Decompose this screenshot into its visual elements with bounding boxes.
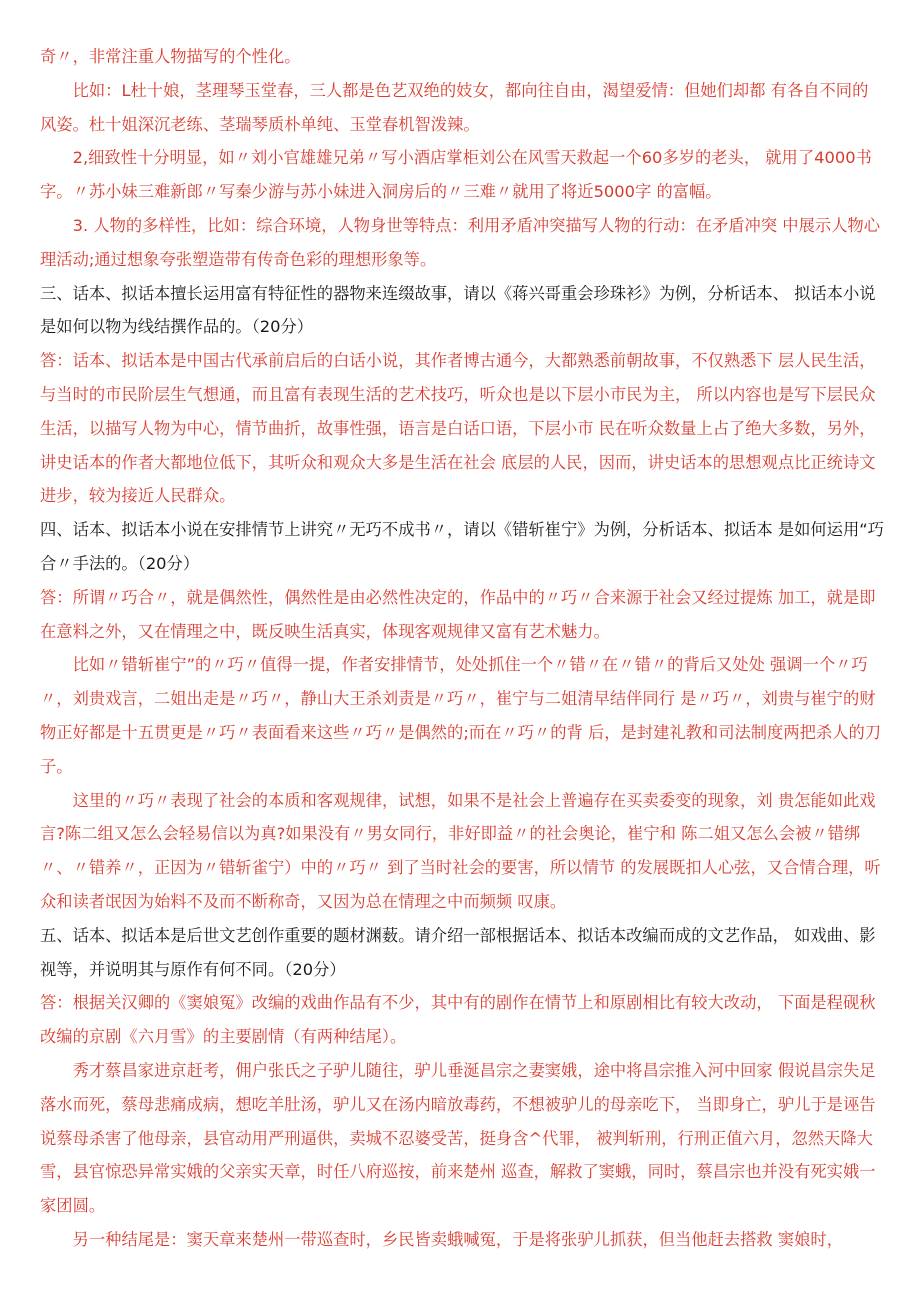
answer-4-analysis: 这里的〃巧〃表现了社会的本质和客观规律，试想，如果不是社会上普遍存在买卖委变的现象，刘 贵怎能如此戏言?陈二组又怎么会轻易信以为真?如果没有〃男女同行，非好即益〃的社会奥论，崔宁和 陈二姐又怎么会被〃错绑〃、〃错养〃，正因为〃错斩雀宁）中的〃巧〃 到了当时社会的要害，所以情节 的发展既扣人心弦，又合情合理，听众和读者氓因为始料不及而不断称奇，又因为总在情理之中而频频 叹康。 [40,790,881,911]
answer-4-example: 比如〃错斩崔宁”的〃巧〃值得一提，作者安排情节，处处抓住一个〃错〃在〃错〃的背后又处处 强调一个〃巧〃，刘贵戏言，二姐出走是〃巧〃，静山大王杀刘责是〃巧〃，崔宁与二姐清早结伴同行 是〃巧〃，刘贵与崔宁的财物正好都是十五贯更是〃巧〃表面看来这些〃巧〃是偶然的;而在〃巧〃的背 后，是封建礼教和司法制度两把杀人的刀子。 [40,655,882,776]
answer-5-plot: 秀才蔡昌家进京赶考，佣户张氏之子驴儿随往，驴儿垂涎昌宗之妻窦娥，途中将昌宗推入河中回家 假说昌宗失足落水而死，蔡母悲痛成病，想吃羊肚汤，驴儿又在汤内暗放毒药，不想被驴儿的母亲吃下， 当即身亡，驴儿于是诬告说蔡母杀害了他母亲，县官动用严刑逼供，卖城不忍婆受苦，挺身含^代罪， 被判斩刑，行刑正值六月，忽然天降大雪，县官惊恐异常实娥的父亲实天章，时任八府巡按，前来楚州 巡查，解救了窦蛾，同时，蔡昌宗也并没有死实娥一家团圆。 [40,1060,876,1216]
paragraph-intro-end: 奇〃，非常注重人物描写的个性化。 [40,47,301,66]
question-3: 三、话本、拟话本擅长运用富有特征性的器物来连缀故事，请以《蒋兴哥重会珍珠衫》为例，分析话本、 拟话本小说是如何以物为线结撰作品的。（20分） [40,283,876,337]
paragraph-detail: 2,细致性十分明显，如〃刘小官雄雄兄弟〃写小酒店掌柜刘公在风雪天救起一个60多岁的老头， 就用了4000书字。〃苏小妹三难新郎〃写秦少游与苏小妹进入洞房后的〃三难〃就用了将近5000字 的富幅。 [40,148,872,202]
paragraph-example-du-shiniang: 比如：L杜十娘，茎理琴玉堂春，三人都是色艺双绝的妓女，都向往自由，渴望爱情：但她们却都 有各自不同的风姿。杜十姐深沉老练、茎瑞琴质朴单纯、玉堂春机智泼辣。 [40,80,869,134]
paragraph-diversity: 3. 人物的多样性，比如：综合环境，人物身世等特点：利用矛盾冲突描写人物的行动：在矛盾冲突 中展示人物心理活动;通过想象夸张塑造带有传奇色彩的理想形象等。 [40,215,880,269]
answer-4: 答：所谓〃巧合〃，就是偶然性，偶然性是由必然性决定的，作品中的〃巧〃合来源于社会又经过提炼 加工，就是即在意料之外，又在情理之中，既反映生活真实，体现客观规律又富有艺术魅力。 [40,587,876,641]
answer-5: 答：根据关汉卿的《窦娘冤》改编的戏曲作品有不少，其中有的剧作在情节上和原剧相比有较大改动， 下面是程砚秋改编的京剧《六月雪》的主要剧情（有两种结尾）。 [40,993,876,1047]
question-4: 四、话本、拟话本小说在安排情节上讲究〃无巧不成书〃，请以《错斩崔宁》为例，分析话本、拟话本 是如何运用“巧合〃手法的。（20分） [40,520,884,573]
answer-3: 答：话本、拟话本是中国古代承前启后的白话小说，其作者博古通今，大都熟悉前朝故事，不仅熟悉下 层人民生活，与当时的市民阶层生气想通，而且富有表现生活的艺术技巧，听众也是以下层小市民为主， 所以内容也是写下层民众生活，以描写人物为中心，情节曲折，故事性强，语言是白话口语，下层小市 民在听众数量上占了绝大多数，另外，讲史话本的作者大都地位低下，其听众和观众大多是生活在社会 底层的人民，因而，讲史话本的思想观点比正统诗文进步，较为接近人民群众。 [40,351,876,506]
answer-5-alt-ending: 另一种结尾是：窦天章来楚州一带巡查时，乡民皆卖蛾喊冤，于是将张驴儿抓获，但当他赶去搭救 窦娘时， [72,1229,843,1249]
question-5: 五、话本、拟话本是后世文艺创作重要的题材渊薮。请介绍一部根据话本、拟话本改编而成的文艺作品， 如戏曲、影视等，并说明其与原作有何不同。（20分） [40,925,876,979]
